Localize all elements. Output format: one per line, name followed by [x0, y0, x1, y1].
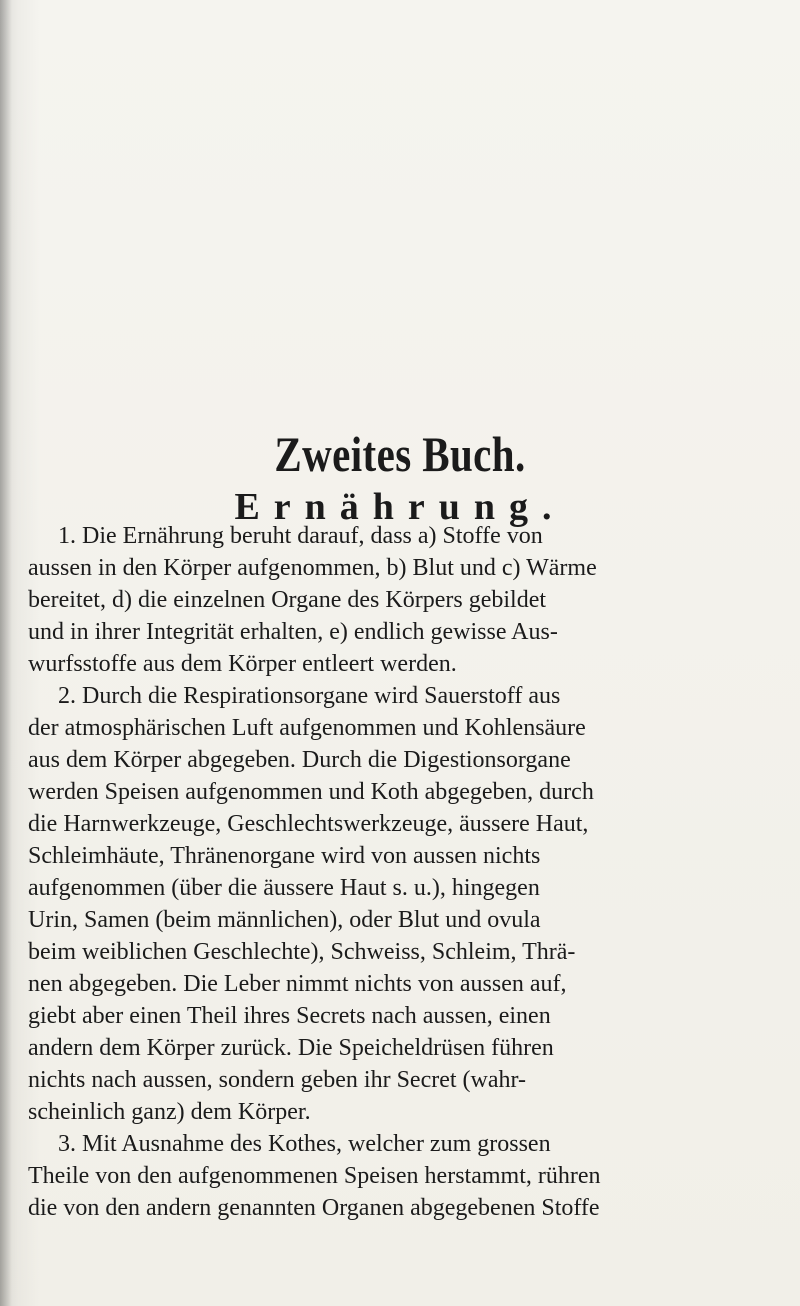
- text-line: giebt aber einen Theil ihres Secrets nach aussen, einen: [28, 1003, 551, 1029]
- text-line: Schleimhäute, Thränenorgane wird von aussen nichts: [28, 843, 541, 869]
- text-line: aufgenommen (über die äussere Haut s. u.), hingegen: [28, 875, 540, 901]
- book-title: Zweites Buch.: [274, 426, 526, 482]
- text-line: die von den andern genannten Organen abgegebenen Stoffe: [28, 1195, 600, 1221]
- text-line: und in ihrer Integrität erhalten, e) endlich gewisse Aus-: [28, 619, 558, 645]
- body-text: [28, 520, 788, 1224]
- chapter-title: Ernährung.: [234, 486, 566, 528]
- text-line: Theile von den aufgenommenen Speisen herstammt, rühren: [28, 1163, 601, 1189]
- text-line: wurfsstoffe aus dem Körper entleert werden.: [28, 651, 457, 677]
- text-line: 2. Durch die Respirationsorgane wird Sauerstoff aus: [58, 683, 561, 709]
- text-line: aussen in den Körper aufgenommen, b) Blut und c) Wärme: [28, 555, 597, 581]
- text-line: 1. Die Ernährung beruht darauf, dass a) Stoffe von: [58, 523, 543, 549]
- text-line: Urin, Samen (beim männlichen), oder Blut und ovula: [28, 907, 541, 933]
- text-line: scheinlich ganz) dem Körper.: [28, 1099, 311, 1125]
- text-line: nichts nach aussen, sondern geben ihr Secret (wahr-: [28, 1067, 527, 1093]
- text-line: bereitet, d) die einzelnen Organe des Körpers gebildet: [28, 587, 547, 613]
- text-line: 3. Mit Ausnahme des Kothes, welcher zum grossen: [58, 1131, 551, 1157]
- text-line: beim weiblichen Geschlechte), Schweiss, Schleim, Thrä-: [28, 939, 576, 965]
- text-line: andern dem Körper zurück. Die Speicheldrüsen führen: [28, 1035, 554, 1061]
- page-gutter-shadow: [0, 0, 12, 1306]
- text-line: der atmosphärischen Luft aufgenommen und Kohlensäure: [28, 715, 586, 741]
- text-line: werden Speisen aufgenommen und Koth abgegeben, durch: [28, 779, 594, 805]
- text-line: nen abgegeben. Die Leber nimmt nichts von aussen auf,: [28, 971, 567, 997]
- text-line: aus dem Körper abgegeben. Durch die Digestionsorgane: [28, 747, 571, 773]
- text-line: die Harnwerkzeuge, Geschlechtswerkzeuge, äussere Haut,: [28, 811, 589, 837]
